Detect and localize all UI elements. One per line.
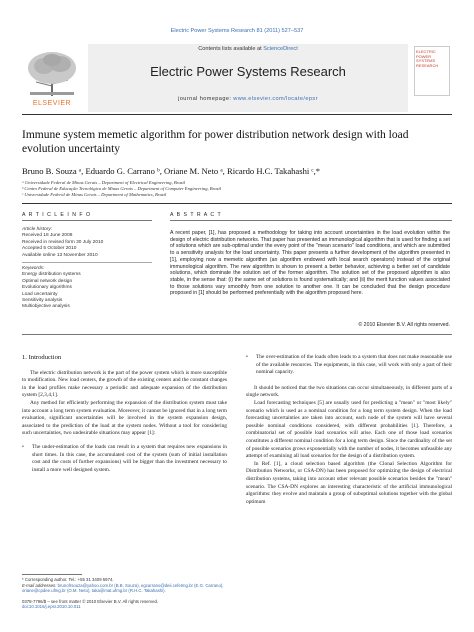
history-online: Available online 13 November 2010 <box>22 252 98 258</box>
body-paragraph-2: Load forecasting techniques [5] are usually used for predicting a "mean" or "most likely" scenario which is used as a nominal condition for a long term system design. When the load forecasting uncertainties are taken into account, each node of the system will have several possible nominal conditions considered, with different probabilities [1]. Therefore, a combinatorial set of possible load scenarios will arise. Each one of those load scenarios constitutes a different nominal condition for a long term design. Since the cardinality of the set of possible scenarios grows exponentially with the number of nodes, it becomes unfeasible any attempt of examining all load scenarios for the design of a distribution system. <box>246 399 452 460</box>
abstract-rule <box>170 220 452 221</box>
keyword-item: Sensitivity analysis <box>22 298 63 304</box>
intro-heading: 1. Introduction <box>22 354 62 361</box>
paper-title: Immune system memetic algorithm for power distribution network design with load evolution uncertainty <box>22 129 409 155</box>
keywords <box>22 266 162 311</box>
keyword-item: Evolutionary algorithms <box>22 285 72 291</box>
history-received: Received 18 June 2008 <box>22 233 73 239</box>
history-accepted: Accepted 5 October 2010 <box>22 246 77 252</box>
doi-link[interactable]: doi:10.1016/j.epsr.2010.10.011 <box>22 604 81 610</box>
article-history <box>22 227 162 259</box>
keywords-rule <box>22 262 152 263</box>
keyword-item: Energy distribution systems <box>22 272 81 278</box>
history-label: Article history: <box>22 227 53 232</box>
homepage-prefix: journal homepage: <box>178 96 232 102</box>
header-rule <box>22 114 452 115</box>
cover-title: ELECTRIC POWER SYSTEMS RESEARCH <box>416 49 439 68</box>
email-label: E-mail addresses: <box>22 582 57 588</box>
publisher-name: ELSEVIER <box>32 100 72 107</box>
abstract-copyright: © 2010 Elsevier B.V. All rights reserved. <box>358 322 450 328</box>
journal-title: Electric Power Systems Research <box>150 64 346 79</box>
affiliation-a: ᵃ Universidade Federal de Minas Gerais – Department of Electrical Engineering, Brazil <box>22 180 186 185</box>
intro-paragraph-1: The electric distribution network is the part of the power system which is more susceptible to modification. New load centers, the growth of the existing centers and the constant changes in the load profiles make necessary a periodic and adequate expansion of the distribution system [2,3,4,1]. <box>22 369 227 399</box>
abstract-text: A recent paper, [1], has proposed a methodology for taking into account uncertainties in the load evolution within the design of electric distribution networks. That paper has presented an immunological algorithm that is used for finding a set of solutions which are sub-optimal under the every point of the "mean scenario" load conditions, and which are submitted to a sensitivity analysis for the load uncertainty. This paper presents a further development of the algorithm presented in [1], employing now a memetic algorithm (an algorithm endowed with local search operators) instead of the original immunological algorithm. The new algorithm is shown to present a better behavior, achieving a better set of candidate solutions, which dominate the solution set of the former algorithm. The solution set of the proposed algorithm is also stable, in the sense that: (i) the same set of solutions is found systematically; and (ii) the merit function values associated to those solutions vary smoothly from one solution to another one. It can be concluded that the design procedure proposed in [1] should be performed preferentially with the algorithm proposed here. <box>170 230 450 297</box>
bullet-text-under-estimation: The under-estimation of the loads can result in a system that requires new expansions in short times. In this case, the accumulated cost of the system (sum of initial installation cost and the costs of further expansions) will be bigger than the investment necessary to install a more well designed system. <box>32 443 227 473</box>
bullet-icon: • <box>22 443 24 450</box>
keyword-item: Multiobjective analysis <box>22 304 70 310</box>
footnotes <box>22 577 227 610</box>
sciencedirect-link[interactable]: ScienceDirect <box>263 46 298 52</box>
footnote-rule <box>22 574 82 575</box>
intro-paragraph-2: Any method for efficiently performing the expansion of the distribution system must take into account a long term system evaluation. Moreover, it cannot be ignored that in a long term evaluation, significant uncertainties will be involved in the system expansion design, associated to the prediction of the load at the system nodes. Without a tool for considering such uncertainties, two undesirable situations may appear [1]: <box>22 399 227 437</box>
article-info-heading: A R T I C L E I N F O <box>22 212 92 218</box>
bullet-text-over-estimation: The over-estimation of the loads often leads to a system that does not make reasonable use of the available resources. The equipments, in this case, will work with only a part of their nominal capacity. <box>256 354 452 376</box>
author-list: Bruno B. Souza ᵃ, Eduardo G. Carrano ᵇ, Oriane M. Neto ᵃ, Ricardo H.C. Takahashi ᶜ,* <box>22 166 321 176</box>
abstract-bottom-rule <box>22 334 452 335</box>
contents-line <box>88 46 408 52</box>
abstract-heading: A B S T R A C T <box>170 212 222 218</box>
history-revised: Received in revised form 30 July 2010 <box>22 239 104 245</box>
body-paragraph-3: In Ref. [1], a cloud selection based algorithm (the Clonal Selection Algorithm for Distribution Networks, or CSA-DN) has been proposed for optimizing the design of electrical distribution systems, taking into account other relevant possible scenarios besides the "mean" scenario. The CSA-DN explores an interesting characteristic of the artificial immunological algorithms: they evolve and maintain a group of suboptimal solutions together with the global optimum <box>246 460 452 505</box>
journal-reference[interactable]: Electric Power Systems Research 81 (2011) 527–537 <box>170 28 304 34</box>
corresponding-author-note: * Corresponding author. Tel.: +55 31 3409 5974. <box>22 577 114 582</box>
email-addresses <box>22 583 227 594</box>
issn-line: 0378-7796/$ – see front matter © 2010 Elsevier B.V. All rights reserved. <box>22 598 159 604</box>
list-item <box>246 354 452 377</box>
list-item <box>22 444 227 474</box>
journal-homepage-line <box>88 96 408 102</box>
body-right-column <box>246 354 452 506</box>
contents-prefix: Contents lists available at <box>198 46 262 52</box>
email-list[interactable]: brunofrsouza@yahoo.com.br (B.B. Souza), egcarrano@deii.cefetmg.br (E.G. Carrano), oriane@cpdee.ufmg.br (O.M. Neto), taka@mat.ufmg.br (R.H.C. Takahashi). <box>22 582 224 594</box>
affiliation-c: ᶜ Universidade Federal de Minas Gerais – Department of Mathematics, Brazil <box>22 192 167 197</box>
homepage-link[interactable]: www.elsevier.com/locate/epsr <box>233 96 318 102</box>
keyword-item: Load uncertainty <box>22 291 58 297</box>
article-info-rule <box>22 220 152 221</box>
bullet-icon: • <box>246 354 248 360</box>
affiliation-b: ᵇ Centro Federal de Educação Tecnológica de Minas Gerais – Department of Computer Engineering, Brazil <box>22 186 222 191</box>
body-paragraph-1: It should be noticed that the two situations can occur simultaneously, in different parts of a single network. <box>246 384 452 399</box>
keyword-item: Optimal network design <box>22 278 73 284</box>
keywords-label: Keywords: <box>22 266 45 271</box>
elsevier-tree-logo <box>22 48 82 104</box>
body-left-column <box>22 354 227 474</box>
affiliation-rule <box>22 203 452 204</box>
